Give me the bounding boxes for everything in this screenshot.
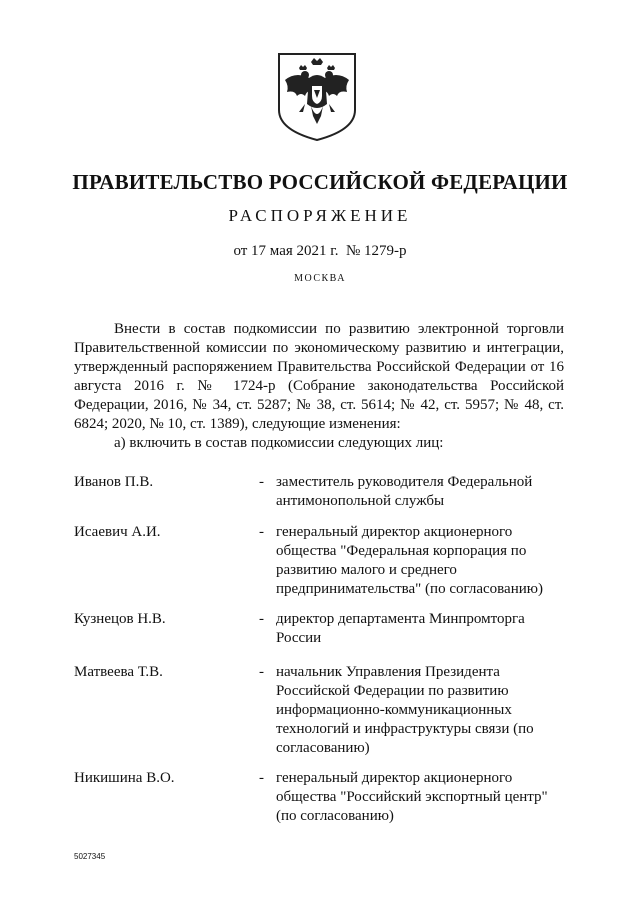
member-position: директор департамента Минпромторга России [276,611,525,646]
government-title: ПРАВИТЕЛЬСТВО РОССИЙСКОЙ ФЕДЕРАЦИИ [72,170,568,194]
member-dash: - [259,664,264,680]
document-type: РАСПОРЯЖЕНИЕ [228,206,412,225]
member-position: генеральный директор акционерного общества "Федеральная корпорация по развитию малого и среднего предпринимательства" (по согласованию) [276,524,543,597]
intro-paragraph: Внести в состав подкомиссии по развитию электронной торговли Правительственной комиссии по экономическому развитию и интеграции, утвержденный распоряжением Правительства Российской Федерации от 16 августа 2016 г. № 1724-р (Собрание законодательства Российской Федерации, 2016, № 34, ст. 5287; № 38, ст. 5614; № 42, ст. 5957; № 48, ст. 6824; 2020, № 10, ст. 1389), следующие изменения: [74,321,564,432]
member-name: Никишина В.О. [74,770,175,786]
members-list [74,473,574,829]
member-row [74,663,574,769]
member-position: начальник Управления Президента Российской Федерации по развитию информационно-коммуникационных технологий и инфраструктуры связи (по согласованию) [276,664,534,756]
member-name: Матвеева Т.В. [74,664,163,680]
member-name: Исаевич А.И. [74,524,161,540]
member-row [74,523,574,610]
member-name: Иванов П.В. [74,474,154,490]
document-date-number: от 17 мая 2021 г. № 1279-р [233,243,407,259]
member-position: заместитель руководителя Федеральной антимонопольной службы [276,474,533,509]
document-city: МОСКВА [294,273,346,284]
member-row [74,769,574,829]
member-dash: - [259,474,264,490]
member-dash: - [259,524,264,540]
member-position: генеральный директор акционерного общества "Российский экспортный центр" (по согласованию) [276,770,548,824]
member-name: Кузнецов Н.В. [74,611,166,627]
document-body [74,320,564,453]
member-dash: - [259,770,264,786]
item-a: а) включить в состав подкомиссии следующих лиц: [114,435,444,451]
member-row [74,473,574,523]
russian-coat-of-arms-icon [275,50,359,142]
member-row [74,610,574,663]
member-dash: - [259,611,264,627]
document-code: 5027345 [74,852,106,861]
